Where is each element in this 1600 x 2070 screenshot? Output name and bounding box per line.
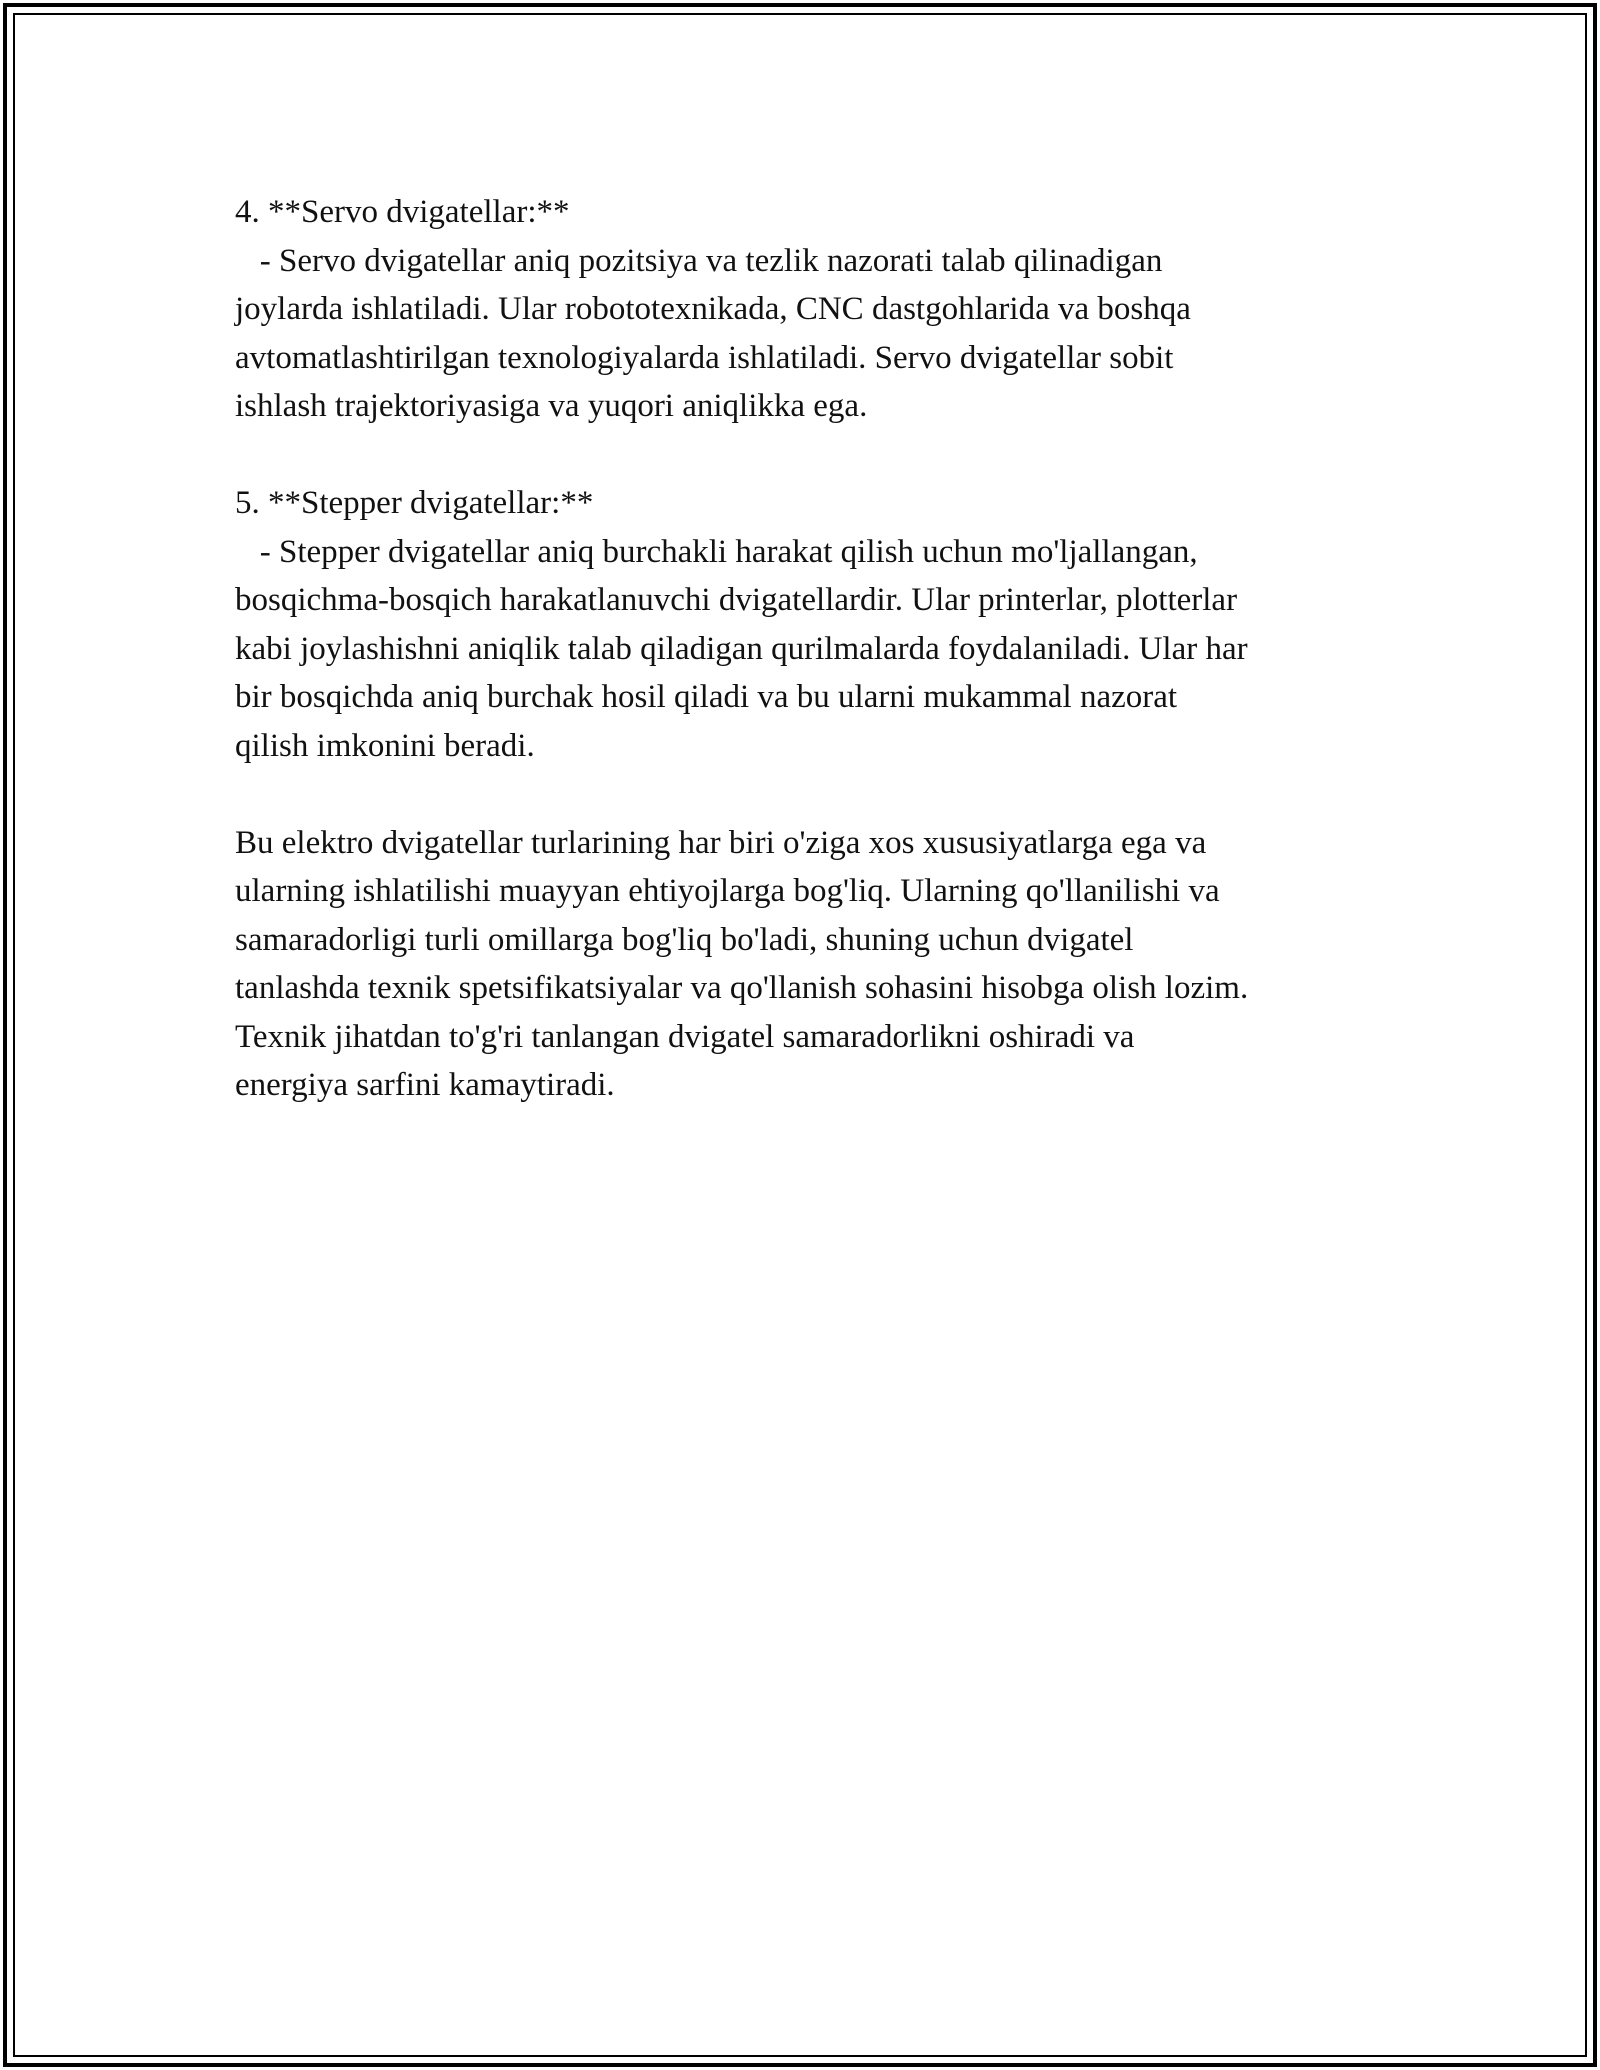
paragraph-line: joylarda ishlatiladi. Ular robototexnikada, CNC dastgohlarida va boshqa xyxy=(235,291,1191,327)
section-heading: 4. **Servo dvigatellar:** xyxy=(235,194,570,230)
paragraph-line: energiya sarfini kamaytiradi. xyxy=(235,1067,615,1103)
paragraph-line: bir bosqichda aniq burchak hosil qiladi va bu ularni mukammal nazorat xyxy=(235,679,1178,715)
paragraph-line: Texnik jihatdan to'g'ri tanlangan dvigatel samaradorlikni oshiradi va xyxy=(235,1018,1135,1055)
section-stepper xyxy=(235,479,1385,770)
paragraph-line: qilish imkonini beradi. xyxy=(235,727,535,764)
paragraph-line: ularning ishlatilishi muayyan ehtiyojlarga bog'liq. Ularning qo'llanilishi va xyxy=(235,873,1220,909)
document-body xyxy=(235,188,1385,1110)
paragraph-line: tanlashda texnik spetsifikatsiyalar va qo'llanish sohasini hisobga olish lozim. xyxy=(235,970,1249,1006)
paragraph-line: avtomatlashtirilgan texnologiyalarda ishlatiladi. Servo dvigatellar sobit xyxy=(235,339,1174,376)
paragraph-line: bosqichma-bosqich harakatlanuvchi dvigatellardir. Ular printerlar, plotterlar xyxy=(235,582,1238,618)
section-heading: 5. **Stepper dvigatellar:** xyxy=(235,485,594,521)
paragraph-line: samaradorligi turli omillarga bog'liq bo'ladi, shuning uchun dvigatel xyxy=(235,921,1134,958)
paragraph-line: ishlash trajektoriyasiga va yuqori aniqlikka ega. xyxy=(235,388,868,424)
section-servo xyxy=(235,188,1385,431)
paragraph-line: Bu elektro dvigatellar turlarining har biri o'ziga xos xususiyatlarga ega va xyxy=(235,824,1207,861)
paragraph-gap xyxy=(235,431,1385,480)
paragraph-line: kabi joylashishni aniqlik talab qiladigan qurilmalarda foydalaniladi. Ular har xyxy=(235,630,1248,667)
paragraph-line: - Servo dvigatellar aniq pozitsiya va tezlik nazorati talab qilinadigan xyxy=(235,242,1163,279)
conclusion-paragraph xyxy=(235,819,1385,1110)
paragraph-gap xyxy=(235,770,1385,819)
paragraph-line: - Stepper dvigatellar aniq burchakli harakat qilish uchun mo'ljallangan, xyxy=(235,533,1198,570)
